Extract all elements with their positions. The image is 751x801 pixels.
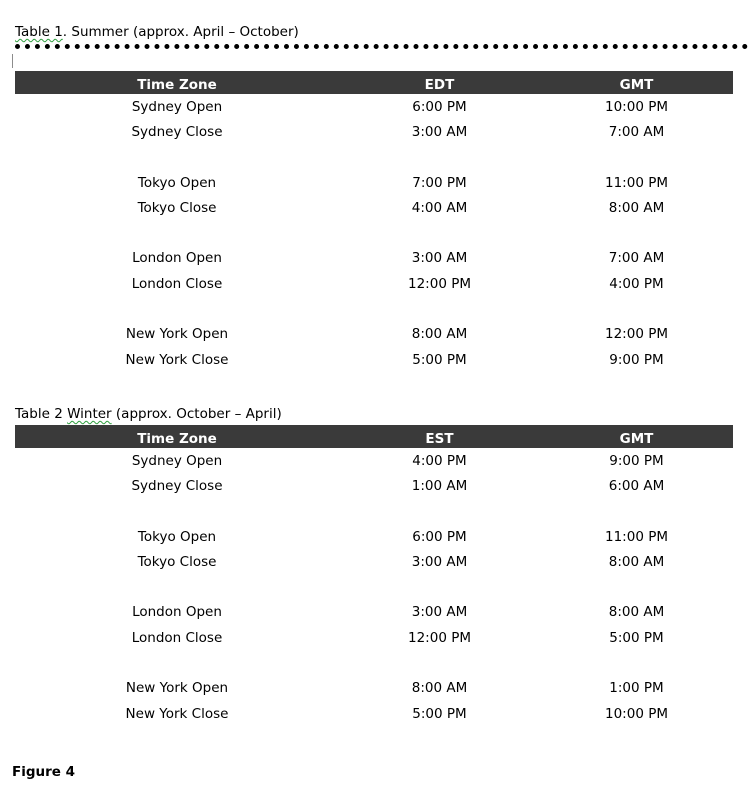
figure-label: Figure 4 xyxy=(12,764,76,780)
zone-cell: Sydney Open xyxy=(131,452,223,469)
table-row xyxy=(15,625,733,650)
gmt-time-cell: 6:00 AM xyxy=(608,477,665,494)
local-time-cell: 7:00 PM xyxy=(412,174,467,191)
text-cursor xyxy=(12,54,13,68)
local-time-cell: 3:00 AM xyxy=(411,123,468,140)
local-time-cell: 6:00 PM xyxy=(412,98,467,115)
dotted-separator xyxy=(15,44,748,49)
local-time-cell: 3:00 AM xyxy=(411,553,468,570)
spacer-row xyxy=(15,220,733,245)
table-row xyxy=(15,600,733,625)
zone-cell: Tokyo Close xyxy=(137,553,217,570)
table2-header-timezone: Time Zone xyxy=(15,425,339,448)
spacer-row xyxy=(15,574,733,599)
table2-header-local: EST xyxy=(339,425,540,448)
table-row xyxy=(15,119,733,144)
zone-cell: Sydney Close xyxy=(131,123,223,140)
table-row xyxy=(15,549,733,574)
spacer-row xyxy=(15,296,733,321)
zone-cell: London Open xyxy=(132,250,222,267)
local-time-cell: 8:00 AM xyxy=(411,680,468,697)
local-time-cell: 1:00 AM xyxy=(411,477,468,494)
table2-caption xyxy=(15,405,282,423)
table-row xyxy=(15,170,733,195)
spacer-row xyxy=(15,499,733,524)
gmt-time-cell: 4:00 PM xyxy=(609,275,664,292)
zone-cell: Sydney Close xyxy=(131,477,223,494)
gmt-time-cell: 7:00 AM xyxy=(608,123,665,140)
gmt-time-cell: 8:00 AM xyxy=(608,553,665,570)
local-time-cell: 6:00 PM xyxy=(412,528,467,545)
zone-cell: New York Open xyxy=(125,680,229,697)
table1-caption-label: Table 1 xyxy=(15,24,63,40)
spacer-row xyxy=(15,650,733,675)
table2-header-row xyxy=(15,425,733,448)
zone-cell: Tokyo Close xyxy=(137,199,217,216)
gmt-time-cell: 10:00 PM xyxy=(605,705,668,722)
zone-cell: Sydney Open xyxy=(131,98,223,115)
local-time-cell: 5:00 PM xyxy=(412,351,467,368)
local-time-cell: 4:00 PM xyxy=(412,452,467,469)
table2-winter xyxy=(15,425,733,726)
zone-cell: New York Close xyxy=(125,351,229,368)
gmt-time-cell: 9:00 PM xyxy=(609,351,664,368)
local-time-cell: 12:00 PM xyxy=(408,629,471,646)
table-row xyxy=(15,322,733,347)
zone-cell: London Open xyxy=(132,604,222,621)
table1-caption xyxy=(15,23,299,41)
gmt-time-cell: 11:00 PM xyxy=(605,174,668,191)
table-row xyxy=(15,524,733,549)
table1-header-gmt: GMT xyxy=(540,71,733,94)
table-row xyxy=(15,347,733,372)
zone-cell: Tokyo Open xyxy=(137,528,217,545)
table1-header-local: EDT xyxy=(339,71,540,94)
table1-summer xyxy=(15,71,733,372)
local-time-cell: 12:00 PM xyxy=(408,275,471,292)
table2-caption-label: Winter xyxy=(67,406,112,422)
table1-header-row xyxy=(15,71,733,94)
zone-cell: New York Close xyxy=(125,705,229,722)
local-time-cell: 8:00 AM xyxy=(411,326,468,343)
gmt-time-cell: 12:00 PM xyxy=(605,326,668,343)
spacer-row xyxy=(15,145,733,170)
table2-caption-prefix: Table 2 xyxy=(15,406,68,422)
local-time-cell: 3:00 AM xyxy=(411,250,468,267)
table-row xyxy=(15,676,733,701)
gmt-time-cell: 8:00 AM xyxy=(608,199,665,216)
zone-cell: London Close xyxy=(131,629,223,646)
table1-header-timezone: Time Zone xyxy=(15,71,339,94)
table-row xyxy=(15,94,733,119)
gmt-time-cell: 5:00 PM xyxy=(609,629,664,646)
gmt-time-cell: 8:00 AM xyxy=(608,604,665,621)
table-row xyxy=(15,195,733,220)
table-row xyxy=(15,473,733,498)
table2-header-gmt: GMT xyxy=(540,425,733,448)
table1-caption-rest: . Summer (approx. April – October) xyxy=(62,24,299,40)
zone-cell: London Close xyxy=(131,275,223,292)
table-row xyxy=(15,246,733,271)
table-row xyxy=(15,448,733,473)
local-time-cell: 3:00 AM xyxy=(411,604,468,621)
table-row xyxy=(15,701,733,726)
zone-cell: Tokyo Open xyxy=(137,174,217,191)
zone-cell: New York Open xyxy=(125,326,229,343)
local-time-cell: 5:00 PM xyxy=(412,705,467,722)
gmt-time-cell: 10:00 PM xyxy=(605,98,668,115)
local-time-cell: 4:00 AM xyxy=(411,199,468,216)
table2-caption-rest: (approx. October – April) xyxy=(111,406,282,422)
table-row xyxy=(15,271,733,296)
gmt-time-cell: 9:00 PM xyxy=(609,452,664,469)
gmt-time-cell: 11:00 PM xyxy=(605,528,668,545)
gmt-time-cell: 7:00 AM xyxy=(608,250,665,267)
gmt-time-cell: 1:00 PM xyxy=(609,680,664,697)
